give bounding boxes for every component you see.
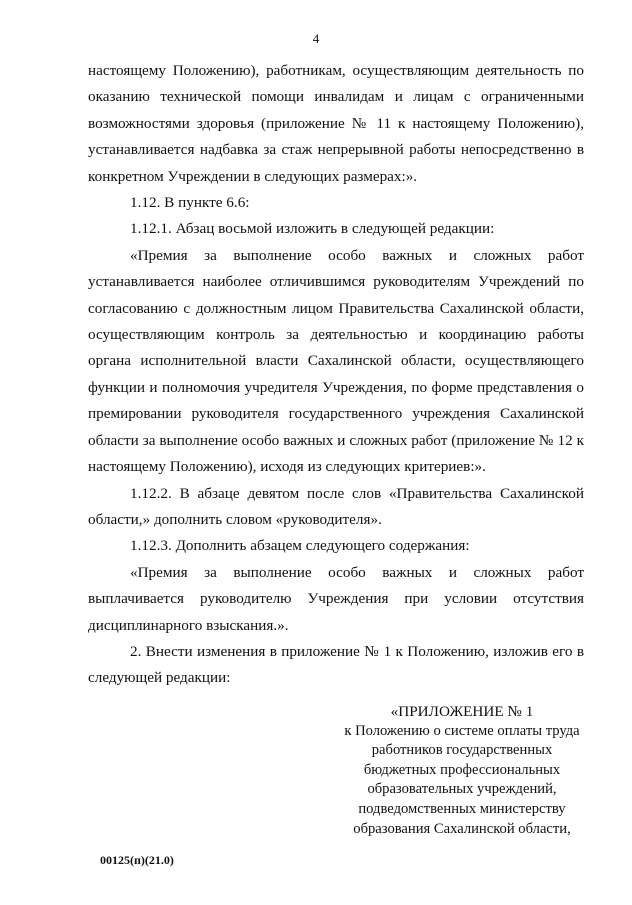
appendix-header <box>332 702 592 839</box>
paragraph-1-12: 1.12. В пункте 6.6: <box>130 194 250 212</box>
paragraph-2: 2. Внести изменения в приложение № 1 к Положению, изложив его в следующей редакции: <box>88 642 584 687</box>
paragraph-continuation: настоящему Положению), работникам, осуществляющим деятельность по оказанию технической помощи инвалидам и лицам с ограниченными возможностями здоровья (приложение № 11 к настоящему Положению), устанавливается надбавка за стаж непрерывной работы непосредственно в конкретном Учреждении в следующих размерах:». <box>88 62 584 185</box>
document-body <box>88 58 584 692</box>
appendix-line: к Положению о системе оплаты труда <box>344 722 580 739</box>
appendix-line: образовательных учреждений, <box>367 781 557 798</box>
appendix-line: работников государственных <box>371 742 553 759</box>
appendix-line: бюджетных профессиональных <box>363 761 561 778</box>
paragraph-bonus-payment-quote: «Премия за выполнение особо важных и сложных работ выплачивается руководителю Учреждения при условии отсутствия дисциплинарного взыскания.». <box>88 563 584 634</box>
paragraph-1-12-2: 1.12.2. В абзаце девятом после слов «Правительства Сахалинской области,» дополнить словом «руководителя». <box>88 484 584 528</box>
appendix-line: подведомственных министерству <box>358 800 566 817</box>
paragraph-1-12-3: 1.12.3. Дополнить абзацем следующего содержания: <box>130 537 470 555</box>
page-number: 4 <box>312 31 320 46</box>
appendix-title: «ПРИЛОЖЕНИЕ № 1 <box>390 703 534 720</box>
paragraph-bonus-quote: «Премия за выполнение особо важных и сложных работ устанавливается наиболее отличившимся руководителям Учреждений по согласованию с должностным лицом Правительства Сахалинской области, осуществляющим контроль за деятельностью и координацию работы органа исполнительной власти Сахалинской области, осуществляющего функции и полномочия учредителя Учреждения, по форме представления о премировании руководителя государственного учреждения Сахалинской области за выполнение особо важных и сложных работ (приложение № 12 к настоящему Положению), исходя из следующих критериев:». <box>88 246 584 476</box>
appendix-line: образования Сахалинской области, <box>353 820 571 837</box>
document-code: 00125(п)(21.0) <box>100 853 174 867</box>
paragraph-1-12-1: 1.12.1. Абзац восьмой изложить в следующей редакции: <box>130 220 495 238</box>
